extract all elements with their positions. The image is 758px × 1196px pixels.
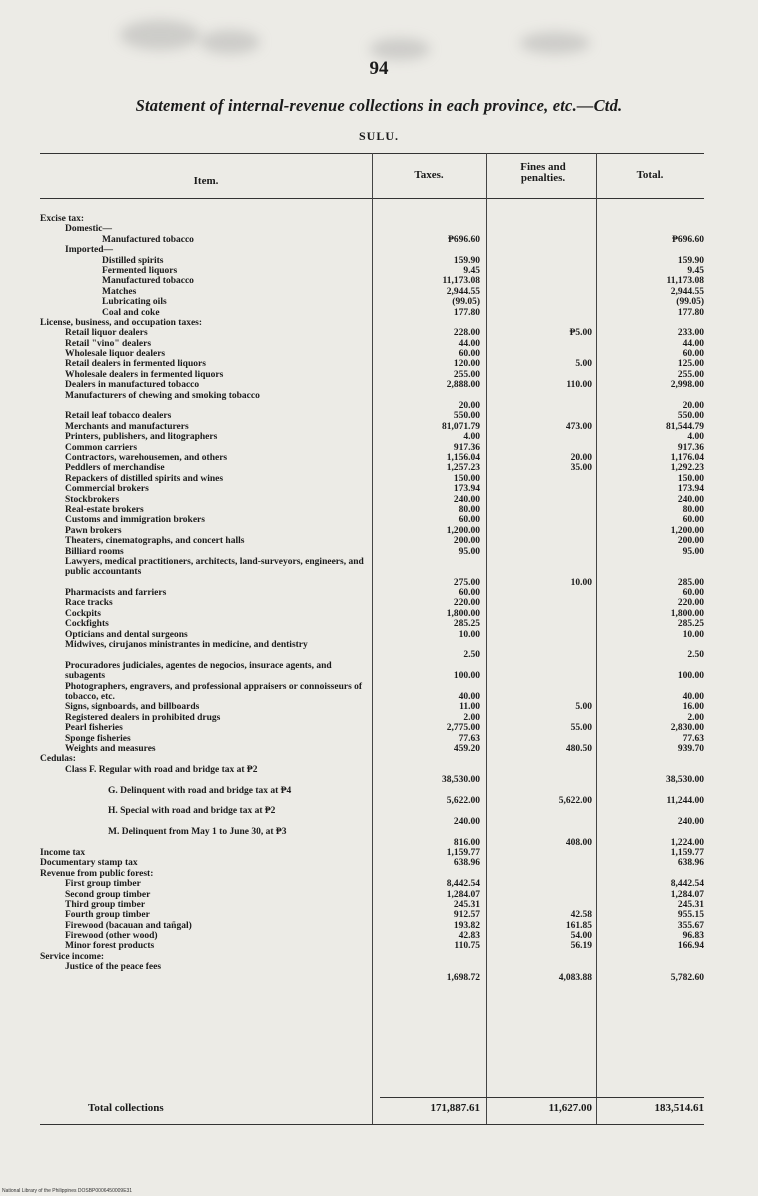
total-cell: 550.00: [677, 411, 704, 422]
total-cell: 1,200.00: [670, 525, 704, 536]
taxes-cell: 60.00: [458, 515, 480, 526]
table-row: [0, 276, 758, 286]
row-label: Cedulas:: [40, 754, 76, 765]
total-cell: 2,998.00: [670, 380, 704, 391]
total-cell: (99.05): [676, 297, 704, 308]
taxes-cell: 228.00: [453, 328, 480, 339]
total-cell: 1,159.77: [670, 847, 704, 858]
table-row: [0, 349, 758, 359]
table-row: [0, 235, 758, 245]
total-cell: 11,244.00: [666, 795, 704, 806]
table-row: [0, 495, 758, 505]
taxes-cell: 81,071.79: [442, 421, 480, 432]
table-row: [0, 848, 758, 858]
total-cell: 16.00: [682, 702, 704, 713]
table-row: [0, 547, 758, 557]
taxes-cell: 2.50: [463, 650, 480, 661]
sum-rule: [380, 1097, 704, 1098]
row-label: Race tracks: [65, 598, 113, 609]
total-cell: 81,544.79: [666, 421, 704, 432]
fines-cell: 110.00: [566, 380, 592, 391]
table-row: [0, 952, 758, 962]
table-row: [0, 391, 758, 412]
taxes-cell: 459.20: [453, 744, 480, 754]
total-cell: 38,530.00: [666, 775, 704, 786]
total-cell: 955.15: [677, 910, 704, 921]
row-label: Firewood (other wood): [65, 931, 158, 942]
table-row: [0, 941, 758, 951]
total-cell: 1,224.00: [670, 837, 704, 848]
row-label: Justice of the peace fees: [65, 962, 162, 973]
paper-stain: [370, 38, 430, 60]
table-row: [0, 474, 758, 484]
taxes-cell: 4.00: [463, 432, 480, 443]
fines-cell: 473.00: [565, 421, 592, 432]
table-row: [0, 962, 758, 983]
header-fines: Fines and penalties.: [520, 161, 566, 184]
row-label: Manufacturers of chewing and smoking tobacco: [65, 390, 260, 401]
row-label: Real-estate brokers: [65, 504, 144, 515]
fines-cell: 20.00: [570, 453, 592, 463]
taxes-cell: 240.00: [453, 816, 480, 827]
table-row: [0, 463, 758, 473]
row-label: Commercial brokers: [65, 484, 149, 495]
row-label: Retail "vino" dealers: [65, 338, 152, 349]
taxes-cell: 1,284.07: [446, 889, 480, 900]
taxes-cell: 2.00: [463, 712, 480, 723]
taxes-cell: 220.00: [453, 598, 480, 609]
fines-cell: 10.00: [570, 577, 592, 588]
fines-cell: 42.58: [570, 910, 592, 921]
row-label: Fermented liquors: [102, 265, 178, 276]
table-row: [0, 536, 758, 546]
row-label: Dealers in manufactured tobacco: [65, 380, 200, 391]
paper-stain: [200, 30, 260, 54]
total-cell: 240.00: [677, 494, 704, 505]
total-cell: 77.63: [682, 733, 704, 744]
total-cell: 177.80: [677, 307, 704, 318]
total-cell: 95.00: [682, 546, 704, 557]
taxes-cell: (99.05): [452, 297, 480, 308]
taxes-cell: 110.75: [454, 941, 480, 952]
total-cell: 2.00: [687, 712, 704, 723]
total-cell: 638.96: [677, 858, 704, 869]
row-label: Signs, signboards, and billboards: [65, 702, 200, 713]
row-label: Fourth group timber: [65, 910, 150, 921]
total-cell: 220.00: [677, 598, 704, 609]
row-label: Pawn brokers: [65, 525, 122, 536]
table-row: [0, 432, 758, 442]
table-row: [0, 598, 758, 608]
total-cell: 939.70: [677, 744, 704, 754]
table-row: [0, 443, 758, 453]
table-row: [0, 411, 758, 421]
table-row: [0, 266, 758, 276]
table-row: [0, 723, 758, 733]
row-label: Procuradores judiciales, agentes de negocios, insurace agents, and subagents: [65, 660, 332, 682]
fines-cell: 5.00: [575, 702, 592, 713]
total-cell: 150.00: [677, 473, 704, 484]
taxes-cell: 150.00: [453, 473, 480, 484]
table-row: [0, 609, 758, 619]
fines-cell: 4,083.88: [558, 972, 592, 983]
taxes-cell: 11,173.08: [442, 276, 480, 287]
row-label: Wholesale liquor dealers: [65, 349, 166, 360]
row-label: Customs and immigration brokers: [65, 515, 205, 526]
total-cell: 173.94: [677, 484, 704, 495]
taxes-cell: 95.00: [458, 546, 480, 557]
paper-stain: [120, 20, 200, 50]
table-row: [0, 630, 758, 640]
row-label: Wholesale dealers in fermented liquors: [65, 369, 224, 380]
fines-cell: 5,622.00: [558, 795, 592, 806]
table-row: [0, 297, 758, 307]
fines-cell: 408.00: [565, 837, 592, 848]
row-label: Manufactured tobacco: [102, 276, 194, 287]
taxes-cell: 550.00: [453, 411, 480, 422]
taxes-cell: 1,698.72: [446, 972, 480, 983]
taxes-cell: 2,944.55: [446, 286, 480, 297]
taxes-cell: 80.00: [458, 504, 480, 515]
taxes-cell: 8,442.54: [446, 879, 480, 890]
total-cell: 245.31: [677, 899, 704, 910]
table-row: [0, 339, 758, 349]
footer-credit: National Library of the Philippines DOSBP0006450009E31: [2, 1188, 133, 1194]
row-label: Domestic—: [65, 224, 112, 235]
row-label: Firewood (bacauan and tañgal): [65, 920, 192, 931]
fines-cell: 35.00: [570, 463, 592, 474]
total-cell: 355.67: [677, 920, 704, 931]
taxes-cell: 177.80: [453, 307, 480, 318]
table-row: [0, 359, 758, 369]
taxes-cell: 2,775.00: [446, 723, 480, 734]
taxes-cell: 285.25: [453, 619, 480, 630]
taxes-cell: 1,257.23: [446, 463, 480, 474]
total-cell: 60.00: [682, 515, 704, 526]
row-label: Cockpits: [65, 608, 101, 619]
table-row: [0, 786, 758, 807]
taxes-cell: 44.00: [458, 338, 480, 349]
total-taxes: 171,887.61: [430, 1102, 480, 1114]
taxes-cell: 11.00: [459, 702, 480, 713]
total-cell: 240.00: [677, 816, 704, 827]
row-label: Stockbrokers: [65, 494, 120, 505]
row-label: H. Special with road and bridge tax at ₱2: [108, 806, 276, 817]
row-label: Pearl fisheries: [65, 723, 123, 734]
row-label: Photographers, engravers, and professional appraisers or connoisseurs of tobacco, etc.: [65, 681, 363, 703]
header-total: Total.: [636, 169, 664, 181]
row-label: Repackers of distilled spirits and wines: [65, 473, 224, 484]
row-label: First group timber: [65, 879, 141, 890]
taxes-cell: 200.00: [453, 536, 480, 547]
table-body: [0, 214, 758, 983]
taxes-cell: 275.00: [453, 577, 480, 588]
total-cell: 285.25: [677, 619, 704, 630]
row-label: G. Delinquent with road and bridge tax at ₱4: [108, 785, 292, 796]
fines-cell: 55.00: [570, 723, 592, 734]
taxes-cell: 193.82: [453, 920, 480, 931]
row-label: Lawyers, medical practitioners, architects, land-surveyors, engineers, and public accountants: [65, 556, 364, 578]
row-label: Excise tax:: [40, 214, 85, 224]
row-label: Service income:: [40, 951, 105, 962]
paper-stain: [520, 32, 590, 54]
table-row: [0, 900, 758, 910]
taxes-cell: 9.45: [463, 265, 480, 276]
total-label: Total collections: [88, 1102, 164, 1114]
row-label: Theaters, cinematographs, and concert halls: [65, 536, 245, 547]
row-label: Manufactured tobacco: [102, 234, 194, 245]
total-cell: 44.00: [682, 338, 704, 349]
taxes-cell: 255.00: [453, 369, 480, 380]
table-row: [0, 858, 758, 868]
table-row: [0, 661, 758, 682]
row-label: Third group timber: [65, 899, 146, 910]
table-row: [0, 370, 758, 380]
row-label: Lubricating oils: [102, 297, 167, 308]
taxes-cell: 5,622.00: [446, 795, 480, 806]
table-row: [0, 931, 758, 941]
taxes-cell: 1,159.77: [446, 847, 480, 858]
table-row: [0, 484, 758, 494]
table-row: [0, 318, 758, 328]
table-row: [0, 921, 758, 931]
taxes-cell: 1,800.00: [446, 608, 480, 619]
table-row: [0, 588, 758, 598]
total-cell: 100.00: [677, 671, 704, 682]
table-row: [0, 422, 758, 432]
total-cell: 1,284.07: [670, 889, 704, 900]
taxes-cell: 816.00: [453, 837, 480, 848]
total-cell: 10.00: [682, 629, 704, 640]
total-cell: 2,830.00: [670, 723, 704, 734]
row-label: License, business, and occupation taxes:: [40, 317, 203, 328]
taxes-cell: 60.00: [458, 588, 480, 599]
total-cell: 80.00: [682, 504, 704, 515]
table-bottom-rule: [40, 1124, 704, 1125]
taxes-cell: 100.00: [453, 671, 480, 682]
row-label: Class F. Regular with road and bridge tax at ₱2: [65, 764, 258, 775]
row-label: Opticians and dental surgeons: [65, 629, 188, 640]
row-label: M. Delinquent from May 1 to June 30, at ₱3: [108, 827, 287, 838]
fines-cell: 161.85: [565, 920, 592, 931]
table-row: [0, 754, 758, 764]
table-row: [0, 910, 758, 920]
taxes-cell: 20.00: [458, 401, 480, 412]
table-row: [0, 256, 758, 266]
total-cell: 285.00: [677, 577, 704, 588]
taxes-cell: 159.90: [453, 255, 480, 266]
taxes-cell: 638.96: [453, 858, 480, 869]
total-cell: 2,944.55: [670, 286, 704, 297]
total-cell: 11,173.08: [666, 276, 704, 287]
row-label: Matches: [102, 286, 137, 297]
header-item: Item.: [193, 175, 219, 187]
table-row: [0, 380, 758, 390]
taxes-cell: 917.36: [453, 442, 480, 453]
row-label: Retail leaf tobacco dealers: [65, 411, 172, 422]
total-cell: 200.00: [677, 536, 704, 547]
taxes-cell: 1,200.00: [446, 525, 480, 536]
total-fines: 11,627.00: [548, 1102, 592, 1114]
total-cell: 20.00: [682, 401, 704, 412]
row-label: Documentary stamp tax: [40, 858, 138, 869]
table-row: [0, 505, 758, 515]
header-taxes: Taxes.: [414, 169, 444, 181]
taxes-cell: 1,156.04: [446, 453, 480, 463]
table-row: [0, 744, 758, 754]
fines-cell: ₱5.00: [569, 328, 592, 339]
table-row: [0, 869, 758, 879]
taxes-cell: 40.00: [458, 692, 480, 703]
taxes-cell: 245.31: [453, 899, 480, 910]
fines-cell: 54.00: [570, 931, 592, 942]
page-number: 94: [369, 58, 389, 79]
table-row: [0, 640, 758, 661]
total-total: 183,514.61: [654, 1102, 704, 1114]
total-cell: 159.90: [677, 255, 704, 266]
total-cell: 60.00: [682, 349, 704, 360]
row-label: Retail liquor dealers: [65, 328, 148, 339]
taxes-cell: 77.63: [458, 733, 480, 744]
table-row: [0, 765, 758, 786]
row-label: Sponge fisheries: [65, 733, 131, 744]
table-row: [0, 827, 758, 848]
table-row: [0, 287, 758, 297]
row-label: Income tax: [40, 847, 86, 858]
total-cell: 60.00: [682, 588, 704, 599]
row-label: Billiard rooms: [65, 546, 124, 557]
total-cell: 9.45: [687, 265, 704, 276]
table-row: [0, 526, 758, 536]
total-cell: 255.00: [677, 369, 704, 380]
total-cell: 2.50: [687, 650, 704, 661]
taxes-cell: 912.57: [453, 910, 480, 921]
province-heading: SULU.: [358, 129, 399, 143]
table-row: [0, 224, 758, 234]
row-label: Pharmacists and farriers: [65, 588, 167, 599]
table-row: [0, 806, 758, 827]
row-label: Peddlers of merchandise: [65, 463, 165, 474]
row-label: Midwives, cirujanos ministrantes in medicine, and dentistry: [65, 640, 308, 651]
fines-cell: 56.19: [570, 941, 592, 952]
table-row: [0, 702, 758, 712]
row-label: Merchants and manufacturers: [65, 421, 189, 432]
table-row: [0, 515, 758, 525]
row-label: Distilled spirits: [102, 255, 164, 266]
total-cell: ₱696.60: [672, 234, 704, 245]
table-row: [0, 453, 758, 463]
total-cell: 40.00: [682, 692, 704, 703]
row-label: Weights and measures: [65, 744, 156, 754]
taxes-cell: 42.83: [458, 931, 480, 942]
table-row: [0, 713, 758, 723]
taxes-cell: 2,888.00: [446, 380, 480, 391]
taxes-cell: 240.00: [453, 494, 480, 505]
table-row: [0, 619, 758, 629]
fines-cell: 5.00: [575, 359, 592, 370]
total-cell: 1,292.23: [670, 463, 704, 474]
row-label: Retail dealers in fermented liquors: [65, 359, 206, 370]
table-row: [0, 557, 758, 588]
fines-cell: 480.50: [565, 744, 592, 754]
table-row: [0, 879, 758, 889]
row-label: Common carriers: [65, 442, 138, 453]
taxes-cell: 60.00: [458, 349, 480, 360]
row-label: Printers, publishers, and litographers: [65, 432, 218, 443]
taxes-cell: 38,530.00: [442, 775, 480, 786]
table-row: [0, 245, 758, 255]
taxes-cell: 120.00: [453, 359, 480, 370]
total-cell: 96.83: [682, 931, 704, 942]
row-label: Cockfights: [65, 619, 109, 630]
total-cell: 1,800.00: [670, 608, 704, 619]
row-label: Contractors, warehousemen, and others: [65, 453, 228, 463]
total-cell: 8,442.54: [670, 879, 704, 890]
table-row: [0, 214, 758, 224]
table-row: [0, 890, 758, 900]
total-cell: 917.36: [677, 442, 704, 453]
total-cell: 125.00: [677, 359, 704, 370]
total-cell: 1,176.04: [670, 453, 704, 463]
table-row: [0, 682, 758, 703]
total-cell: 233.00: [677, 328, 704, 339]
row-label: Second group timber: [65, 889, 151, 900]
table-row: [0, 308, 758, 318]
table-row: [0, 734, 758, 744]
table-row: [0, 328, 758, 338]
total-cell: 4.00: [687, 432, 704, 443]
total-cell: 166.94: [677, 941, 704, 952]
taxes-cell: ₱696.60: [448, 234, 480, 245]
page-title: Statement of internal-revenue collections in each province, etc.—Ctd.: [135, 96, 623, 115]
total-cell: 5,782.60: [670, 972, 704, 983]
taxes-cell: 10.00: [458, 629, 480, 640]
row-label: Revenue from public forest:: [40, 868, 154, 879]
row-label: Minor forest products: [65, 941, 155, 952]
row-label: Registered dealers in prohibited drugs: [65, 712, 221, 723]
row-label: Coal and coke: [102, 307, 160, 318]
row-label: Imported—: [65, 245, 114, 256]
taxes-cell: 173.94: [453, 484, 480, 495]
